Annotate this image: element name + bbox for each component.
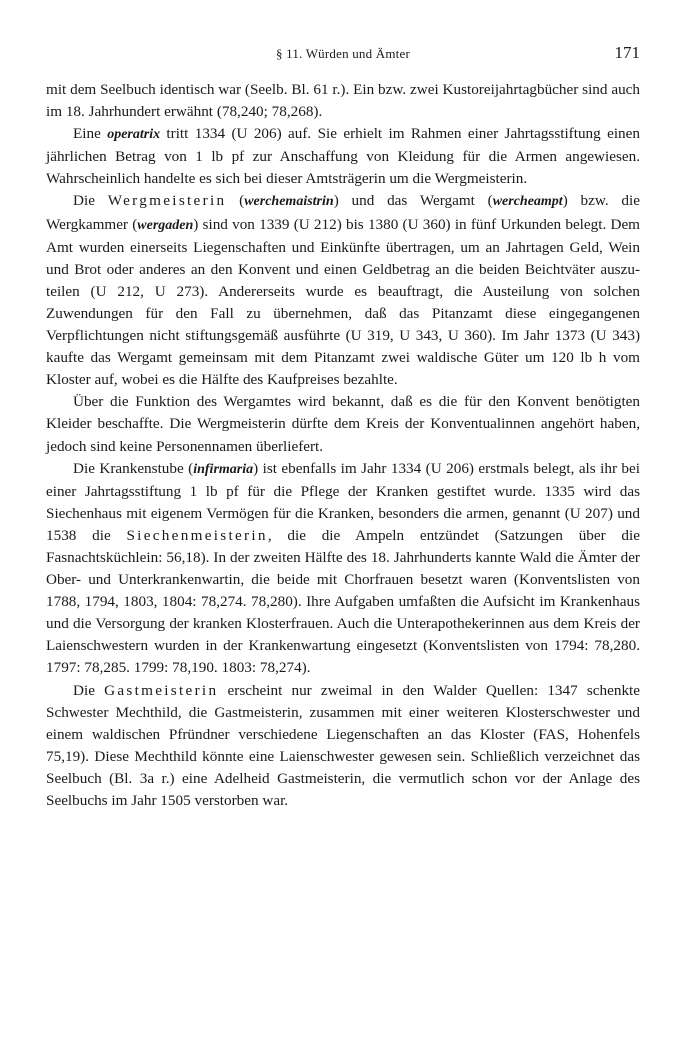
latin-term: infirmaria — [193, 461, 254, 477]
spaced-term: Wergmeisterin — [107, 192, 227, 210]
paragraph — [46, 79, 640, 123]
paragraph — [46, 123, 640, 190]
paragraph — [46, 458, 640, 680]
page-header — [46, 43, 640, 65]
text-run: Die Krankenstube ( — [73, 459, 194, 477]
paragraph — [46, 190, 640, 391]
running-title: § 11. Würden und Ämter — [275, 46, 410, 61]
text-run: erscheint nur zweimal in den Walder Quellen: 1347 schenkte Schwester Mechthild, die Gastmeisterin, zusammen mit einer weiteren Klosterschwester und einem waldischen Pfründner verschiedene Liegenschaften an das Kloster (FAS, Hohenfels 75,19). Diese Mechthild könnte eine Laienschwester gewesen sein. Schließlich verzeichnet das Seelbuch (Bl. 3a r.) eine Adelheid Gastmeisterin, die vermutlich schon vor der Anlage des Seelbuchs im Jahr 1505 verstorben war. — [46, 681, 640, 809]
text-run: ) bzw. die Wergkammer ( — [46, 192, 640, 233]
latin-term: operatrix — [107, 127, 161, 143]
text-run: mit dem Seelbuch identisch war (Seelb. Bl. 61 r.). Ein bzw. zwei Kustoreijahrtagbücher sind auch im 18. Jahrhundert erwähnt (78,240; 78,268). — [46, 81, 640, 121]
text-run: ) und das Wergamt ( — [333, 192, 493, 210]
body-text — [46, 79, 640, 812]
latin-term: wergaden — [137, 217, 194, 233]
latin-term: werchemaistrin — [244, 194, 334, 210]
text-run: Eine — [73, 125, 108, 143]
spaced-term: Siechenmeisterin — [126, 526, 268, 544]
text-run: Die — [73, 681, 105, 699]
spaced-term: Gastmeisterin — [104, 681, 219, 699]
text-run: , die die Ampeln entzündet (Satzungen über die Fasnachtsküchlein: 56,18). In der zweiten Hälfte des 18. Jahrhunderts kannte Wald die Ämter der Ober- und Unterkrankenwartin, die beide mit Chorfrauen besetzt waren (Konventslisten von 1788, 1794, 1803, 1804: 78,274. 78,280). Ihre Aufgaben umfaßten die Aufsicht im Krankenhaus und die Versorgung der kranken Klosterfrauen. Auch die Unterapothekerinnen aus dem Kreis der Laienschwestern wurden in der Krankenwartung eingesetzt (Konventslisten von 1794: 78,280. 1797: 78,285. 1799: 78,190. 1803: 78,274). — [46, 526, 640, 677]
text-run: Die — [73, 192, 108, 210]
paragraph — [46, 680, 640, 813]
page-number: 171 — [614, 43, 640, 62]
text-run: Über die Funktion des Wergamtes wird bekannt, daß es die für den Konvent benötigten Kleider beschaffte. Die Wergmeisterin dürfte dem Kreis der Konventualinnen angehört haben, jedoch sind keine Personennamen überliefert. — [46, 393, 640, 455]
latin-term: wercheampt — [492, 194, 563, 210]
text-run: ) sind von 1339 (U 212) bis 1380 (U 360) in fünf Urkunden belegt. Dem Amt wurden einerseits Liegenschaften und Einkünfte übertragen, um an Jahrtagen Geld, Wein und Brot oder anderes an den Konvent und einen Geldbetrag an die beiden Beichtväter auszuteilen (U 212, U 273). Andererseits wurde es beauftragt, die Austeilung von solchen Zuwendungen für den Fall zu übernehmen, daß das Pitanzamt diese eingegangenen Verpflichtungen nicht stiftungsgemäß ausführte (U 319, U 343, U 360). Im Jahr 1373 (U 343) kaufte das Wergamt gemeinsam mit dem Pitanzamt zwei waldische Güter um 120 lb h vom Kloster auf, wobei es die Hälfte des Kaufpreises bezahlte. — [46, 215, 640, 389]
text-run: ) ist ebenfalls im Jahr 1334 (U 206) erstmals belegt, als ihr bei einer Jahrtagsstiftung 1 lb pf für die Pflege der Kranken gestiftet wurde. 1335 wird das Siechenhaus mit eigenem Vermögen für die Kranken, besonders die armen, genannt (U 207) und 1538 die — [46, 459, 640, 544]
text-run: ( — [226, 192, 245, 210]
paragraph — [46, 391, 640, 457]
text-run: tritt 1334 (U 206) auf. Sie erhielt im Rahmen einer Jahrtagsstiftung einen jährlichen Betrag von 1 lb pf zur Anschaffung von Kleidung für die Armen angewiesen. Wahrscheinlich handelte es sich bei dieser Amtsträgerin um die Wergmeisterin. — [46, 125, 640, 188]
